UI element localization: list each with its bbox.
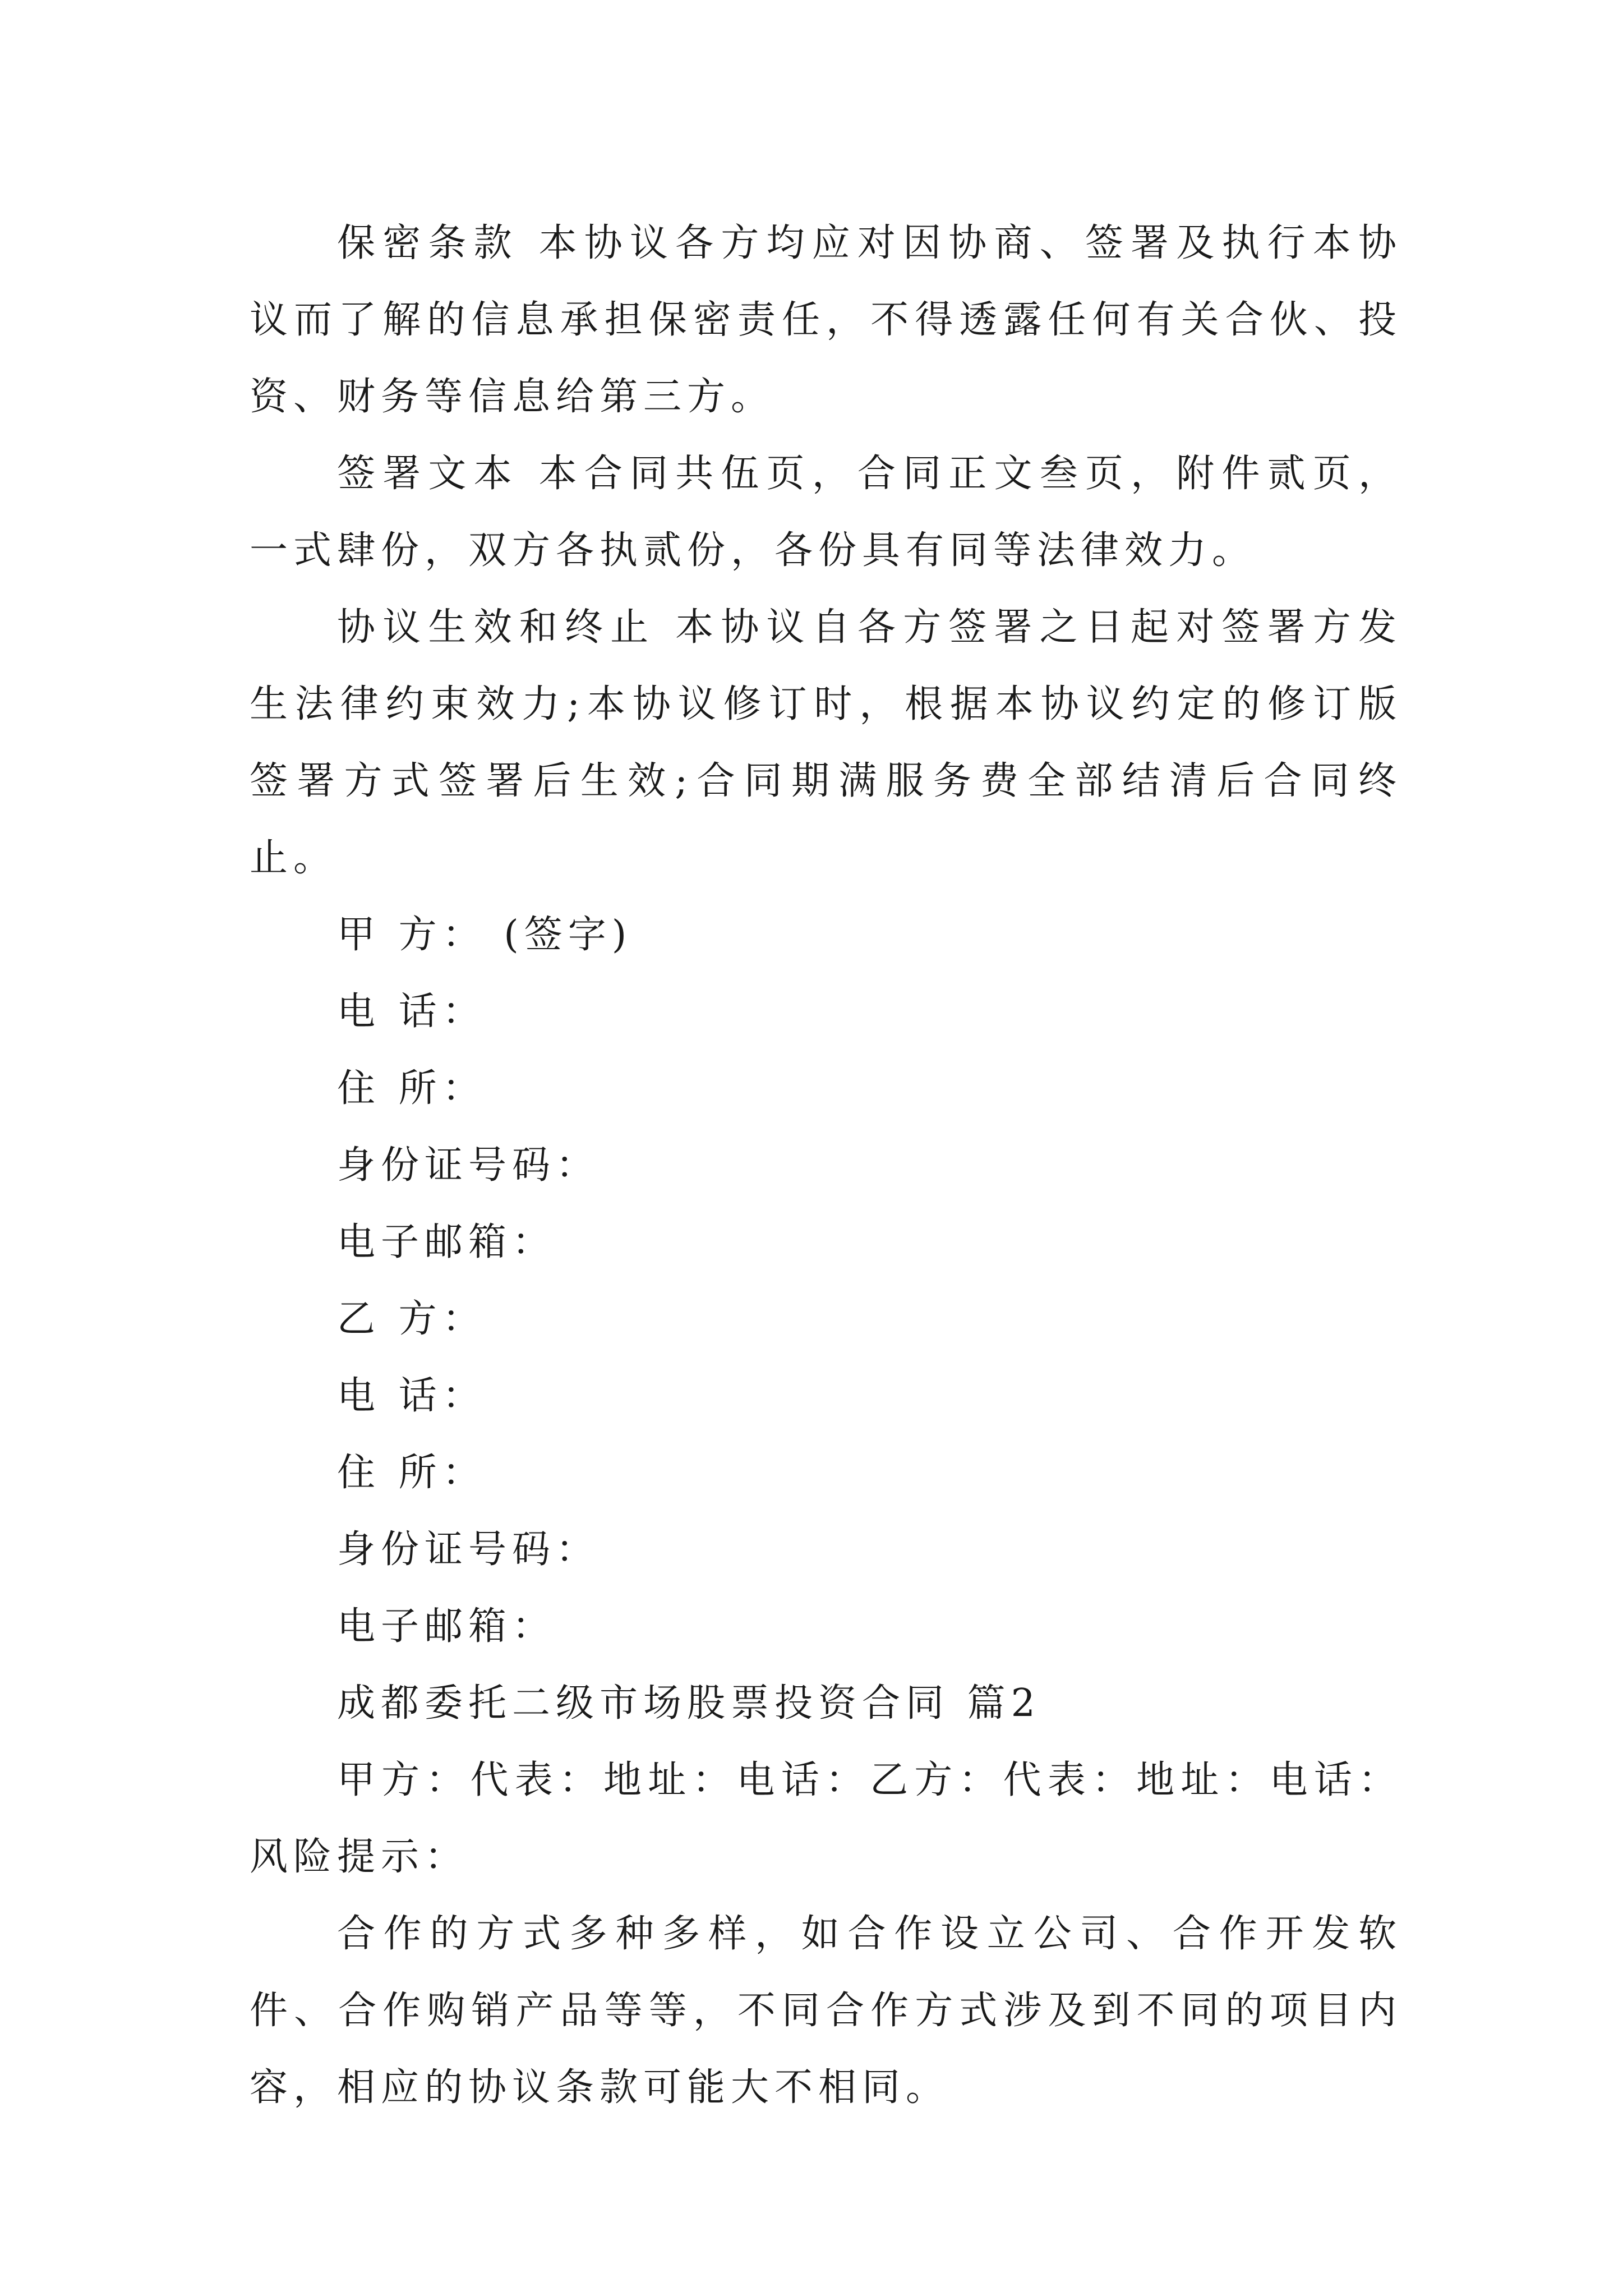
party-a-signature-field: 甲 方： (签字) [337,913,633,957]
party-b-signature-field: 乙 方： [337,1297,486,1341]
party-a-id-number-field: 身份证号码： [337,1143,600,1188]
effectiveness-termination-clause: 协议生效和终止 本协议自各方签署之日起对签署方发生法律约束效力;本协议修订时，根据本协议约定的修订版签署方式签署后生效;合同期满服务费全部结清后合同终止。 [250,605,1402,880]
party-b-phone-field: 电 话： [337,1374,486,1418]
party-a-phone-field: 电 话： [337,990,486,1034]
signing-copies-clause: 签署文本 本合同共伍页，合同正文叁页，附件贰页，一式肆份，双方各执贰份，各份具有同等法律效力。 [250,452,1402,573]
confidentiality-clause: 保密条款 本协议各方均应对因协商、签署及执行本协议而了解的信息承担保密责任，不得透露任何有关合伙、投资、财务等信息给第三方。 [250,221,1402,419]
section-2-title: 成都委托二级市场股票投资合同 篇2 [337,1681,1041,1726]
party-b-address-field: 住 所： [337,1451,486,1495]
party-b-id-number-field: 身份证号码： [337,1527,600,1572]
party-a-email-field: 电子邮箱： [337,1220,556,1264]
party-a-address-field: 住 所： [337,1066,486,1111]
section-2-parties-line: 甲方：代表：地址：电话：乙方：代表：地址：电话：风险提示： [250,1758,1402,1879]
section-2-risk-paragraph: 合作的方式多种多样，如合作设立公司、合作开发软件、合作购销产品等等，不同合作方式涉及到不同的项目内容，相应的协议条款可能大不相同。 [250,1912,1402,2110]
party-b-email-field: 电子邮箱： [337,1604,556,1649]
document-body [250,205,1402,2126]
